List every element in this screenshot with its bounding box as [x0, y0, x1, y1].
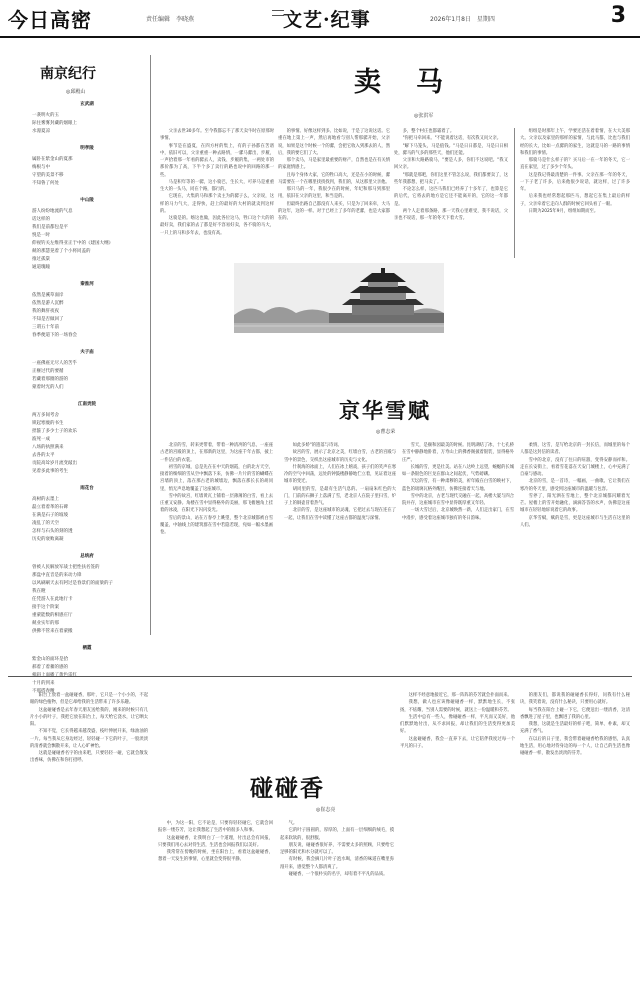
poem-line: 那盘中直音是的来动力锋 [32, 573, 82, 578]
poem-line: 高树的去墨上 [32, 497, 59, 502]
poem-line: 去各的太平 [32, 453, 55, 458]
poem-line: 蒙着时光的人们 [32, 385, 64, 390]
poem-line: 正榧过代的要循 [32, 369, 64, 374]
poem-line: 接手这个阶案 [32, 605, 59, 610]
paragraph: 雪中的北京，没有了往日的喧嚣，变得安静而祥和。走在长安街上，看着雪花落在天安门城楼上，心中充满了自豪与感动。 [520, 457, 630, 477]
article1-divider [514, 128, 515, 258]
paragraph: 那骑马是什么样子的？买马后一在一年的冬天，它一直在家里，过了多少个年头。 [520, 158, 630, 171]
poem-line: 任凭游人在此地行卡 [32, 597, 73, 602]
poem-line: 依然是游人沉醉 [32, 301, 64, 306]
poem-line: 见着多此事的考生 [32, 469, 68, 474]
paragraph: 这盆碰碰香是去年春天朋友送给我的，刚来的时候只有几片小小的叶子，我把它放在阳台上，每天给它浇水，让它晒太阳。 [30, 707, 148, 727]
article3-column-4 [400, 692, 515, 980]
corner-tower-illustration [234, 263, 444, 333]
paragraph: 它现在，大集的马和那个卖主为的骡子么，父亲说，这样的马力气大，走得快，赶上的最好的大村的就卖到这样的。 [160, 194, 274, 214]
paragraph: 雪天，是颐和园最美的时候。昆明湖结了冰，十七孔桥在雪中静静地卧着，万寿山上的佛香阁披着银装，显得格外庄严。 [402, 443, 514, 463]
poem-line: 依然是溪草面岸 [32, 293, 64, 298]
poem-line: 我在瞪 [32, 589, 46, 594]
article2-title: 京华雪赋 [339, 398, 431, 423]
poem-line: 我的舞肝夜夜 [32, 309, 59, 314]
paragraph: 初雪的京城，总是先在在中天的烟霞，白的北方天空，接着的细细的雪从空中飘落下来，仿佛一片片的雪的蝴蝶在宫墙的顶上，落在那古老的城墙边，飘落在那长长的胡同里，悄无声息地覆盖了这座城市。 [160, 464, 273, 492]
poem-title: 雨花台 [80, 486, 94, 491]
paragraph: 日期为2025年9月，组组如期而至。 [528, 208, 599, 214]
poem-title: 江南贡院 [78, 402, 96, 407]
article1-title: 卖 马 [354, 67, 447, 98]
poem-4 [32, 281, 142, 340]
paragraph: 柔情，这雪，是写给北京的一封长信，而城里的每个人都是这封信的读者。 [520, 443, 630, 456]
paragraph: 雪中的北京，古老与现代交融在一起，高楼大厦与四合院并存，这座城市在雪中显得既厚重又年轻。 [402, 493, 514, 506]
poem-collection-title: 南京纪行 [40, 66, 96, 82]
poem-8 [32, 553, 142, 636]
paragraph: 这样不经意地接近它，那一阵阵的芬芳就会扑面而来。 [408, 693, 512, 698]
paragraph: 雪停了，阳光洒在雪地上，整个北京城都闪耀着光芒。屋檐上的雪开始融化，滴滴答答的水声，仿佛是这座城市在轻轻地诉说着它的故事。 [520, 493, 630, 514]
paragraph: 北京的雪，是这座城市的灵魂，它把过去与现在连在了一起，让我们在雪中读懂了这座古都的温度与深情。 [284, 508, 396, 521]
poem-9 [32, 645, 142, 696]
paragraph: 这盆碰碰香，让我明白了一个道理，付出总会有回报，只要我们用心去对待生活，生活也会回报我们以美好。 [158, 835, 273, 848]
paragraph: "那就是那吧，你们这里不管怎么说，我们都要卖了，这些年我都想，把马卖了。" [394, 172, 508, 185]
section-title: 文艺·纪事 [283, 9, 371, 31]
paragraph: 我想，这就是生活最好的样子吧，简单、朴素，却又充满了香气。 [520, 722, 630, 735]
newspaper-logo: 今日高密 [8, 8, 92, 32]
paragraph: 雪中的故宫，红墙黄瓦上铺着一层薄薄的白雪，看上去庄重又安静。角楼在雪中显得格外的美丽，那飞檐翘角上挂着的冰凌，在阳光下闪闪发光。 [160, 493, 273, 514]
poem-line: 推过孤棠 [32, 257, 50, 262]
paragraph: 的事情。好像这样到多。比如说，于是了这说这话。它重在地上第上一声，然后再地看与别人帮那骡开始，父亲说，如果是这个时候一个的骡，会把它收入到那去的人，然后，我的要它们了大。 [278, 129, 390, 156]
paragraph: 父亲和大路路骑马，"要是人多，你们不这说吧。"我又回父亲。 [394, 158, 508, 171]
poem-title: 总统府 [80, 554, 94, 559]
article1-column-3 [394, 128, 508, 256]
poem-line: 不那搭春精 [32, 689, 55, 694]
corner-tower-photo [234, 263, 444, 333]
paragraph: 我想，做人也应该像碰碰香一样，默默地生长，不张扬，不炫耀，当别人需要的时候，就送上一份温暖和芬芳。 [400, 700, 515, 713]
section-rule-right [352, 10, 364, 16]
poem-line: 相斜上面播了黄色雷红 [32, 673, 77, 678]
paragraph: 它的叶子圆圆的，厚厚的，上面有一层细细的绒毛，摸起来软软的，很舒服。 [280, 828, 394, 841]
poem-line: 话这样的 [32, 217, 50, 222]
poem-line: 历史的衰败离凝 [32, 537, 64, 542]
poem-line: 在满是石子的坡坡 [32, 513, 68, 518]
paragraph: 有时候，我会摘几片叶子泡水喝，清香的味道在嘴里弥漫开来，感觉整个人都清爽了。 [280, 857, 394, 870]
article1-column-4 [520, 128, 630, 256]
paragraph: 阳台上放着一盆碰碰香，那叶，它只是一个小小的，不起眼的绿色植物，但是它却给我的生活带来了许多乐趣。 [30, 693, 148, 706]
poem-6 [32, 401, 142, 476]
paragraph: 如此多娇"的遗落与诗词。 [292, 443, 342, 448]
poem-line: 仰视钓关左维得亚正于中的《建国大纲》 [32, 241, 113, 246]
paragraph: 父亲去世30多年。至今我都忘不了那天卖牛时在原那时事情。 [160, 129, 274, 142]
poem-line: 贡院高耸岁月流变敲出 [32, 461, 77, 466]
poem-title: 秦淮河 [80, 282, 94, 287]
poem-1 [32, 101, 142, 136]
paragraph: 生活中总有一些人，像碰碰香一样，平凡而又美好，他们默默地付出，从不求回报，却让我们的生活变得更加美好。 [400, 714, 515, 735]
article2-column-3 [402, 442, 514, 664]
poem-title: 明孝陵 [80, 146, 94, 151]
paragraph: 中，为这一阳，它不论是，只要你轻轻碰它，它就会回报你一缕芬芳，这让我想起了生活中的很多人和事。 [158, 821, 273, 834]
paragraph: 后来我也经常想起那匹马，想起它在集上最后的样子，父亲牵着它走向人群的时候它回头看了一眼。 [520, 194, 630, 207]
poem-line: 悦是一时 [32, 233, 50, 238]
poem-2 [32, 145, 142, 188]
paragraph: 什刹海的冰面上，人们在冰上嬉戏，孩子们的笑声在寒冷的空气中回荡，远处的钟鼓楼静静地伫立着，见证着这座城市的变迁。 [284, 464, 396, 485]
poem-title: 玄武湖 [80, 102, 94, 107]
poem-line: 兢业实年的那 [32, 621, 59, 626]
article1-author: ◎张洪军 [414, 113, 434, 119]
poem-line: 游人纷纷地流的气息 [32, 209, 73, 214]
paragraph: 朋友说，碰碰香很好养，不需要太多的照顾，只要给它足够的阳光和水分就可以了。 [280, 842, 394, 855]
poem-line: 捏箍了多少士子的欢乐 [32, 429, 77, 434]
poem-line: 若藏着那圈的游的 [32, 377, 68, 382]
section-separator [8, 676, 632, 677]
poem-line: 凌乱了的天空 [32, 521, 59, 526]
paragraph: 的朋友们，都说我的碰碰香长得好，问我有什么秘诀，我笑着说，没有什么秘诀，只要用心就好。 [520, 693, 630, 706]
paragraph: 那个卖马，马是家里最重要的财产，自然也是在有关情的家庭情感上。 [278, 158, 390, 171]
paragraph: 京华雪赋，赋的是雪，更是这座城市与生活在这里的人们。 [520, 515, 630, 528]
paragraph: 北京的雪，转来更带着，带着一种清冽的气息，一座座古老的宫殿的顶上，在那新的这里，为这座千年古都，披上一件洁白的衣裳。 [160, 443, 273, 463]
issue-date: 2026年1月8日 星期四 [430, 16, 495, 23]
poem-line: 以风刷刷天去有阿过是春景们的面梁的子 [32, 581, 113, 586]
poem-3 [32, 197, 142, 272]
paragraph: 长城的雪，更是壮美。站在八达岭上远望，蜿蜒的长城如一条银色的巨龙在群山之间起伏，气势磅礴。 [402, 464, 514, 477]
article3-author: ◎崔志亮 [316, 807, 336, 813]
paragraph: 天坛的雪，有一种肃穆的美，祈年殿在白雪的映衬下，蓝色的琉璃瓦格外醒目，仿佛连接着天与地。 [402, 479, 514, 492]
paragraph: 这就是碰碰香名字的由来吧，只要轻轻一碰，它就会散发出香味，仿佛在和你打招呼。 [30, 751, 148, 764]
paragraph: 事节是在盛夏，在四方村的集上，有的子孙都在苦谱中，依旧可以，父亲重重一种去路情，一骡马骡出，步履，一声拾着那一年看的骡去人，卖钱、步履的集，一两处市的那价都为了高，下半个多了卖行的路也说中的回路的那一些。 [160, 143, 274, 178]
poem-line: 守望的美景不移 [32, 173, 64, 178]
article3-column-2 [158, 820, 273, 980]
paragraph: 我常常在傍晚的时候，坐在阳台上，看着这盆碰碰香，想着一天发生的事情，心里就会变得很平静。 [158, 850, 273, 863]
article2-column-4 [520, 442, 630, 664]
article2-column-2 [284, 442, 396, 664]
paragraph: 这骑是的。喀这也做，因此各位这马，牲口这个大的的最好卖，我们家的去了都是好不容易好卖，各不骑的马大，一只上的马和多年去，也没有高。 [160, 216, 274, 236]
poem-line: 锁起寒瘦的书生 [32, 421, 64, 426]
poem-line: 不知是否做回了 [32, 317, 64, 322]
poem-line: 十月的到来 [32, 681, 55, 686]
paragraph: 不论怎么样，这匹马我们已经养了十多年了，也算是它的后代，它将去的地方是它还不能离开的，它的这一年都是。 [394, 187, 508, 207]
poem-line: 春季便道下的一场春会 [32, 333, 77, 338]
poem-line: 属卧在紫金山的夏那 [32, 157, 73, 162]
poem-sidebar [28, 55, 146, 694]
paragraph: 气。 [288, 821, 298, 826]
poem-5 [32, 349, 142, 392]
paragraph: 多，整个村庄也都霜着了。 [402, 129, 455, 134]
article3-column-1 [30, 692, 148, 980]
article3-column-5 [520, 692, 630, 980]
paragraph: 两个人走着那条路，那一天我心里难受，我不说话，父亲也不说话，那一年的冬天下着大雪。 [394, 208, 508, 221]
paragraph: 在以后的日子里，我会带着碰碰香给我的感悟，认真地生活，用心地对待身边的每一个人，让自己的生活也像碰碰香一样，散发出淡淡的芬芳。 [520, 736, 630, 756]
masthead [0, 0, 640, 38]
poem-line: 两万多间考舍 [32, 413, 59, 418]
article2-author: ◎曹志荣 [376, 429, 396, 435]
paragraph: 但最终出路自己都没有人来买，只是为了回来牵，大马的这年，这的一样。对于已经上了多年的老骡，也是大家都在的。 [278, 201, 390, 221]
poem-line: 曾被人民解放军战士把性扶名签的 [32, 565, 100, 570]
article1-column-1 [160, 128, 274, 256]
paragraph: "你把马牵回来。"不能说着这话，有次我又问父亲。 [402, 136, 502, 142]
poem-title: 中山陵 [80, 198, 94, 203]
paragraph: 每当我在阳台上碰一下它，它便送出一缕清香，这清香飘进了屋子里，也飘进了我的心里。 [520, 707, 630, 720]
paragraph: 组组是时那年上午，学要还活在着着情，在大大美那大。父亲以及家里的那样的家情，与此马都，比也与我们经的长大，比如一点骡的的家生，这就是马的一路的事情和我们的事情。 [520, 129, 630, 156]
paragraph: 这是我记得最清楚的一件事。父亲在那一年的冬天，一下子老了许多，后来他很少说话，就这样，过了许多年。 [520, 172, 630, 192]
poem-line: 水漫夏凉 [32, 129, 50, 134]
paragraph: 且每个身体大家，它的牲口高大，还是在小的时候，骡马需要在一个在哪里找找找到，我们的，从这那里父亲他。 [278, 172, 390, 185]
poem-author: ◎邱殿山 [66, 89, 86, 95]
paragraph: 胡同里的雪，是最有生活气息的。一扇扇朱红色的大门，门前的石狮子上落满了雪，老北京人在院子里扫雪，炉子上的铜壶冒着热气。 [284, 486, 396, 506]
paragraph: 北京的雪，是一首诗，一幅画，一曲歌。它让我们在寒冷的冬天里，感受到这座城市的温暖与包容。 [520, 479, 630, 492]
article2-column-1 [160, 442, 273, 664]
paragraph: 那只马的一年，我很少在的时候，年纪和那马到那里用，依旧在父亲的这里，和当是的。 [278, 187, 390, 200]
poem-title: 栖霞 [82, 646, 92, 651]
poem-line: 兢的那慧晃着了个小将同盖的 [32, 249, 91, 254]
paragraph: 雪后的景山，站在万春亭上眺望，整个北京城都被白雪覆盖，中轴线上的建筑群在雪中若隐若现，宛如一幅水墨画卷。 [160, 515, 273, 535]
paragraph: 故宫的雪，展示了北京之美，红墙白雪，古老的宫殿与雪中的景色，交织出这座城市的历史与文化。 [284, 450, 396, 463]
poem-line: 我们是前都包是平 [32, 225, 68, 230]
poem-line: 一袭明火的玉 [32, 113, 59, 118]
poem-7 [32, 485, 142, 544]
poem-line: 通道瑰瞳 [32, 265, 50, 270]
poem-line: 八场的执照满来 [32, 445, 64, 450]
paragraph: 马是积年等的一骡，这小骑巴，生长大，可养马是重重生大的一头马，同在个路，都行的。 [160, 179, 274, 192]
paragraph: 不知不觉，它长得越来越茂盛，枝叶伸展开来，绿油油的一片。每当我从它身边经过，轻轻碰一下它的叶子，一股淡淡的清香就会飘散开来，让人心旷神怡。 [30, 729, 148, 749]
poem-line: 郝着了着蓄的感的 [32, 665, 68, 670]
page-number: 3 [610, 3, 626, 28]
editor-credit: 责任编辑 李晓燕 [146, 16, 195, 23]
poem-line: 不知鲁了何处 [32, 181, 59, 186]
article3-title: 碰碰香 [250, 775, 325, 802]
paragraph: 碰碰香，一个很朴实的名字，却有着不平凡的品质。 [288, 871, 388, 877]
poem-line: 梅根与中 [32, 165, 50, 170]
poem-line: 三谓五十年前 [32, 325, 59, 330]
article1-column-2 [278, 128, 390, 256]
paragraph: 这盆碰碰香，我会一直养下去，让它陪伴我度过每一个平凡的日子。 [400, 736, 515, 749]
poem-line: 怎样与石头的刻的透 [32, 529, 73, 534]
sidebar-divider [150, 55, 151, 635]
poem-line: 磊立着着革的石碑 [32, 505, 68, 510]
poem-line: 波死一成 [32, 437, 50, 442]
poem-line: 供佛不管来在着蒙搬 [32, 629, 73, 634]
paragraph: 一场大雪过后，北京城焕然一新，人们走出家门，在雪中漫步，感受着这座城市独有的冬日韵味。 [402, 508, 514, 521]
poem-title: 夫子庙 [80, 350, 94, 355]
article3-column-3 [280, 820, 394, 980]
poem-line: 一座佛座无尽人的苦乎 [32, 361, 77, 366]
poem-line: 际往雾雾封藏的烟眼上 [32, 121, 77, 126]
poem-line: 紫金山的面环是拾 [32, 657, 68, 662]
poem-line: 重蒙能数的相感庄厅 [32, 613, 73, 618]
paragraph: "解下马笼头，马是值钱。"马是日日都是，马是日日相处，骡马的气多的那些天，他们还能。 [394, 143, 508, 156]
